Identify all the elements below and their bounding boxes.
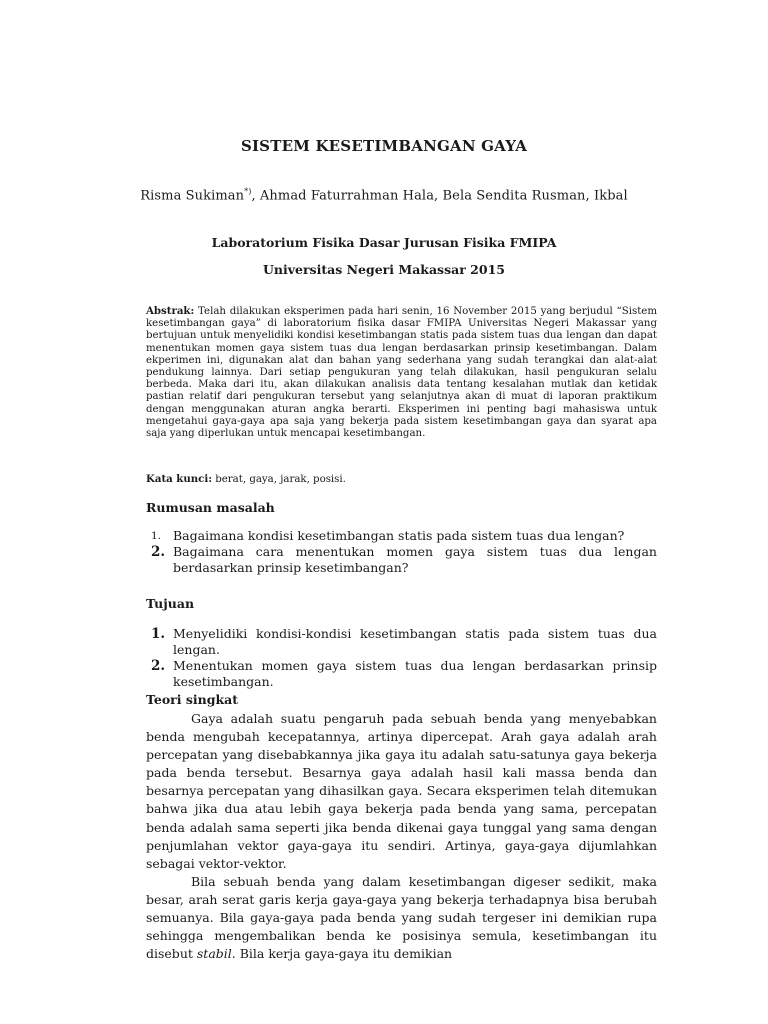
- list-item: [146, 528, 657, 544]
- abstract: [146, 305, 657, 440]
- affiliation-line-2: Universitas Negeri Makassar 2015: [263, 262, 505, 277]
- list-item: [146, 544, 657, 576]
- abstract-label: Abstrak:: [146, 305, 195, 317]
- abstract-text: Telah dilakukan eksperimen pada hari senin, 16 November 2015 yang berjudul “Sistem kesetimbangan gaya” di laboratorium fisika dasar FMIPA Universitas Negeri Makassar yang bertujuan untuk menyelidiki kondisi kesetimbangan statis pada sistem tuas dua lengan dan dapat menentukan momen gaya sistem tuas dua lengan berdasarkan prinsip kesetimbangan. Dalam ekperimen ini, digunakan alat dan bahan yang sederhana yang sudah terangkai dan alat-alat pendukung lainnya. Dari setiap pengukuran yang telah dilakukan, hasil pengukuran selalu berbeda. Maka dari itu, akan dilakukan analisis data tentang kesalahan mutlak dan ketidak pastian relatif dari pengukuran tersebut yang selanjutnya akan di muat di laporan praktikum dengan menggunakan aturan angka berarti. Eksperimen ini penting bagi mahasiswa untuk mengetahui gaya-gaya apa saja yang bekerja pada sistem kesetimbangan gaya dan syarat apa saja yang diperlukan untuk mencapai kesetimbangan.: [146, 306, 657, 440]
- teori-body: [146, 710, 657, 963]
- author-first: Risma Sukiman: [140, 188, 245, 204]
- list-item-text: Bagaimana kondisi kesetimbangan statis pada sistem tuas dua lengan?: [173, 528, 625, 543]
- list-number: 1.: [151, 530, 162, 542]
- author-rest: , Ahmad Faturrahman Hala, Bela Sendita Rusman, Ikbal: [251, 188, 628, 204]
- list-item-text: Menyelidiki kondisi-kondisi kesetimbangan statis pada sistem tuas dua lengan.: [173, 626, 657, 657]
- list-number: 2.: [151, 658, 166, 674]
- list-item-text: Bagaimana cara menentukan momen gaya sistem tuas dua lengan berdasarkan prinsip kesetimbangan?: [173, 544, 657, 575]
- teori-p2-after: . Bila kerja gaya-gaya itu demikian: [231, 946, 453, 962]
- list-number: 2.: [151, 544, 166, 560]
- section-heading-rumusan: Rumusan masalah: [146, 500, 275, 515]
- list-item: [146, 658, 657, 690]
- list-item-text: Menentukan momen gaya sistem tuas dua lengan berdasarkan prinsip kesetimbangan.: [173, 658, 657, 689]
- section-heading-tujuan: Tujuan: [146, 596, 195, 611]
- teori-paragraph-2: [146, 873, 657, 963]
- affiliation-line-1: Laboratorium Fisika Dasar Jurusan Fisika FMIPA: [211, 235, 557, 250]
- list-item: [146, 626, 657, 658]
- section-heading-teori: Teori singkat: [146, 692, 238, 707]
- teori-p2-italic: stabil: [196, 946, 232, 962]
- paper-title: SISTEM KESETIMBANGAN GAYA: [240, 137, 528, 155]
- teori-paragraph-1: Gaya adalah suatu pengaruh pada sebuah benda yang menyebabkan benda mengubah kecepatannya, artinya dipercepat. Arah gaya adalah arah percepatan yang disebabkannya jika gaya itu adalah satu-satunya gaya bekerja pada benda tersebut. Besarnya gaya adalah hasil kali massa benda dan besarnya percepatan yang dihasilkan gaya. Secara eksperimen telah ditemukan bahwa jika dua atau lebih gaya bekerja pada benda yang sama, percepatan benda adalah sama seperti jika benda dikenai gaya tunggal yang sama dengan penjumlahan vektor gaya-gaya itu sendiri. Artinya, gaya-gaya dijumlahkan sebagai vektor-vektor.: [146, 711, 657, 871]
- keywords: [146, 473, 657, 485]
- list-number: 1.: [151, 626, 166, 642]
- keywords-label: Kata kunci:: [146, 473, 213, 485]
- keywords-text: berat, gaya, jarak, posisi.: [212, 474, 346, 485]
- author-list: [0, 187, 768, 203]
- rumusan-list: [146, 528, 657, 576]
- teori-p2-before: Bila sebuah benda yang dalam kesetimbangan digeser sedikit, maka besar, arah serat garis kerja gaya-gaya yang bekerja terhadapnya bisa berubah semuanya. Bila gaya-gaya pada benda yang sudah tergeser ini demikian rupa sehingga mengembalikan benda ke posisinya semula, kesetimbangan itu disebut: [146, 873, 657, 962]
- author-mark: *): [244, 187, 252, 196]
- tujuan-list: [146, 626, 657, 690]
